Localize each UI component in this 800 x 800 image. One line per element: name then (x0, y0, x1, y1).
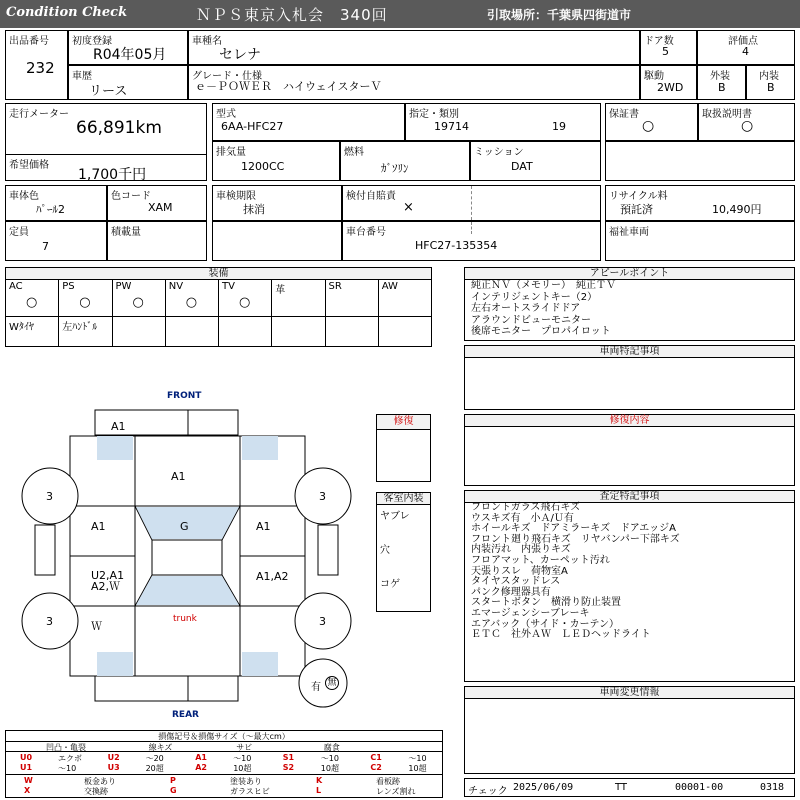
legend-code: C2 (370, 763, 382, 772)
equipment-label: 革 (275, 285, 286, 296)
tire-mark: 3 (319, 615, 326, 628)
legend-title: 損傷記号＆損傷サイズ（～最大cm） (158, 732, 290, 741)
designation-box (405, 103, 601, 141)
legend-desc: ～10 (58, 764, 77, 773)
ext-box (697, 65, 746, 100)
repair-content-title: 修復内容 (465, 415, 794, 427)
displacement-box (212, 141, 340, 181)
header-bar (0, 0, 800, 28)
equipment-label: NV (168, 281, 184, 292)
mission-value: DAT (511, 160, 533, 173)
text-line: フロント廻り飛石キズ リヤバンパー下部キズ (471, 533, 680, 545)
drive-box (640, 65, 697, 100)
designation-label: 指定・類別 (409, 109, 459, 120)
equipment-extra (6, 317, 59, 346)
int-label: 内装 (759, 71, 779, 82)
grade-value: ｅ－ＰＯＷＥＲ ハイウェイスターＶ (195, 80, 382, 93)
check-footer (464, 778, 795, 797)
score-box (697, 30, 795, 65)
equipment-label: PS (62, 281, 75, 292)
warranty-box (605, 103, 698, 141)
hood (135, 436, 240, 506)
color-box (5, 185, 107, 221)
chassis-box (342, 221, 601, 261)
color-value: ﾊﾟｰﾙ2 (36, 203, 65, 216)
text-line: パンク修理器具有 (471, 586, 551, 598)
equipment-title: 装備 (6, 268, 431, 280)
equipment-cell (219, 280, 272, 317)
color-code-box (107, 185, 207, 221)
legend-code: U3 (107, 763, 120, 772)
equipment-cell (379, 280, 432, 317)
divider (6, 154, 206, 155)
equipment-mark: ○ (26, 295, 38, 310)
color-code-label: 色コード (111, 191, 151, 202)
capacity-box (5, 221, 107, 261)
equipment-extra (272, 317, 325, 346)
legend-group: 腐食 (323, 743, 340, 752)
model-value: 6AA-HFC27 (221, 120, 284, 133)
legend-code: A2 (195, 763, 207, 772)
divider (471, 186, 472, 220)
equipment-mark: ○ (239, 295, 251, 310)
recycle-fee: 10,490円 (712, 203, 762, 216)
history-box (68, 65, 188, 100)
fuel-value: ｶﾞｿﾘﾝ (381, 162, 409, 175)
first-reg-label: 初度登録 (72, 36, 112, 47)
car-name-box (188, 30, 640, 65)
load-box (107, 221, 207, 261)
equipment-extra (326, 317, 379, 346)
front-label: FRONT (167, 391, 202, 401)
price-label: 希望価格 (9, 160, 49, 171)
welfare-box (605, 221, 795, 261)
appeal-title: アピールポイント (465, 268, 794, 280)
legend-code: K (316, 776, 323, 785)
equipment-label: PW (115, 281, 132, 292)
change-info-title: 車両変更情報 (465, 687, 794, 699)
equipment-extra-label: Wﾀｲﾔ (9, 322, 34, 333)
damage-mark: G (180, 520, 189, 533)
legend-group: サビ (236, 743, 253, 752)
fuel-label: 燃料 (344, 147, 364, 158)
blank-box (605, 141, 795, 181)
legend-group: 凹凸・亀裂 (46, 743, 86, 752)
text-line: インテリジェントキー（2） (471, 291, 598, 303)
equipment-cell (6, 280, 59, 317)
equipment-mark: ○ (132, 295, 144, 310)
spare-tire (299, 659, 347, 707)
damage-mark: U2,A1 A2,Ｗ (91, 569, 125, 593)
recycle-box (605, 185, 795, 221)
cabin-title: 客室内装 (377, 493, 430, 505)
text-line: タイヤスタッドレス (471, 576, 561, 588)
cabin-item: コゲ (380, 579, 400, 590)
legend-code: W (24, 776, 33, 785)
equipment-cell (113, 280, 166, 317)
manual-label: 取扱説明書 (702, 109, 752, 120)
legend-desc: 看板跡 (376, 777, 400, 786)
cabin-item: ヤブレ (380, 511, 410, 522)
color-code-value: XAM (148, 201, 173, 214)
brand-title: Condition Check (6, 5, 128, 20)
inspection-notes-lines (471, 503, 680, 641)
damage-mark: A1 (111, 420, 126, 433)
equipment-box (5, 267, 432, 347)
legend-table (5, 730, 443, 798)
liability-box (342, 185, 601, 221)
legend-code: A1 (195, 753, 207, 762)
legend-desc: エクボ (58, 754, 82, 763)
legend-code: X (24, 786, 31, 795)
equipment-label: AC (9, 281, 23, 292)
lot-label: 出品番号 (9, 36, 49, 47)
lot-box (5, 30, 68, 100)
mission-box (470, 141, 601, 181)
equipment-extra (113, 317, 166, 346)
chassis-label: 車台番号 (346, 227, 386, 238)
legend-desc: 塗装あり (230, 777, 262, 786)
change-info-box (464, 686, 795, 774)
text-line: フロアマット、カーペット汚れ (471, 554, 610, 566)
model-label: 型式 (216, 109, 236, 120)
tire-mark: 3 (46, 490, 53, 503)
text-line: 後席モニター プロパイロット (471, 326, 611, 337)
repair-content-box (464, 414, 795, 486)
car-diagram (0, 400, 370, 710)
right-mirror-side (318, 525, 338, 575)
glass-pane (97, 436, 133, 460)
mileage-price-box (5, 103, 207, 181)
fuel-box (340, 141, 470, 181)
text-line: ウスキズ有 小Ａ/Ｕ有 (471, 512, 574, 524)
legend-code: C1 (370, 753, 382, 762)
score-label: 評価点 (728, 36, 758, 47)
text-line: 左右オートスライドドア (471, 303, 581, 314)
legend-desc: ～10 (233, 754, 252, 763)
rear-bumper (95, 676, 238, 701)
special-notes-box (464, 345, 795, 410)
legend-code: U1 (20, 763, 33, 772)
inspection-box (212, 185, 342, 221)
car-name-value: セレナ (219, 47, 261, 63)
warranty-label: 保証書 (609, 109, 639, 120)
displacement-value: 1200CC (241, 160, 285, 173)
price-value: 1,700千円 (78, 167, 147, 183)
legend-desc: 10超 (233, 764, 252, 773)
equipment-extra (59, 317, 112, 346)
mileage-label: 走行メーター (9, 109, 69, 120)
legend-code: S1 (282, 753, 295, 762)
text-line: 天張りスレ 荷物室A (471, 565, 568, 577)
spare-mark: 無 (325, 676, 339, 690)
text-line: ＥＴＣ 社外ＡＷ ＬＥＤヘッドライト (471, 629, 651, 641)
inspection-notes-title: 査定特記事項 (465, 491, 794, 503)
equipment-extra-label: 左ﾊﾝﾄﾞﾙ (62, 322, 98, 333)
inspection-notes-box (464, 490, 795, 682)
spare-label: 有 (311, 682, 321, 693)
damage-mark: Ｗ (91, 620, 102, 633)
doors-box (640, 30, 697, 65)
welfare-label: 福祉車両 (609, 227, 649, 238)
inspection-label: 車検期限 (216, 191, 256, 202)
legend-code: U0 (20, 753, 33, 762)
check-number: 0318 (760, 782, 785, 793)
check-code: 00001-00 (675, 782, 724, 793)
blank-box-2 (212, 221, 342, 261)
drive-label: 駆動 (644, 71, 664, 82)
text-line: フロントガラス飛石キズ (471, 502, 581, 513)
damage-mark: A1,A2 (256, 570, 289, 583)
auction-title: ＮＰＳ東京入札会 340回 (196, 6, 388, 24)
doors-label: ドア数 (644, 36, 674, 47)
legend-desc: ガラスヒビ (230, 787, 270, 796)
score-value: 4 (742, 45, 749, 58)
model-box (212, 103, 405, 141)
legend-desc: ～20 (145, 754, 164, 763)
load-label: 積載量 (111, 227, 141, 238)
liability-value: × (403, 200, 414, 215)
divider (471, 222, 472, 234)
damage-mark: A1 (171, 470, 186, 483)
tire-mark: 3 (319, 490, 326, 503)
right-front-door (240, 506, 305, 556)
equipment-label: TV (222, 281, 235, 292)
pickup-location: 引取場所：千葉県四街道市 (487, 8, 632, 22)
recycle-label: リサイクル料 (609, 191, 668, 202)
tire-mark: 3 (46, 615, 53, 628)
text-line: 内装汚れ 内張りキズ (471, 544, 571, 556)
ext-label: 外装 (710, 71, 730, 82)
history-label: 車歴 (72, 71, 92, 82)
capacity-value: 7 (42, 240, 49, 253)
legend-desc: 板金あり (84, 777, 116, 786)
glass-pane (242, 652, 278, 676)
equipment-mark: ○ (79, 295, 91, 310)
legend-desc: 10超 (320, 764, 339, 773)
equipment-label: AW (381, 281, 398, 292)
special-notes-title: 車両特記事項 (465, 346, 794, 358)
left-mirror-side (35, 525, 55, 575)
mileage-value: 66,891km (76, 118, 162, 138)
equipment-extra (219, 317, 272, 346)
ext-value: B (718, 81, 726, 94)
rear-window (136, 576, 239, 605)
first-reg-box (68, 30, 188, 65)
glass-pane (97, 652, 133, 676)
appeal-lines (471, 280, 616, 338)
text-line: ホイールキズ ドアミラーキズ ドアエッジA (471, 523, 676, 535)
equipment-cell (59, 280, 112, 317)
category-value: 19 (552, 120, 566, 133)
warranty-mark: ○ (642, 118, 655, 134)
manual-box (698, 103, 795, 141)
damage-mark: A1 (256, 520, 271, 533)
legend-desc: ～10 (408, 754, 427, 763)
legend-code: P (170, 776, 176, 785)
legend-group: 線キズ (148, 743, 173, 752)
lot-number: 232 (26, 59, 55, 77)
legend-desc: 10超 (408, 764, 427, 773)
legend-code: U2 (107, 753, 120, 762)
legend-code: L (316, 786, 322, 795)
drive-value: 2WD (657, 81, 684, 94)
equipment-mark: ○ (185, 295, 198, 310)
equipment-cell (166, 280, 219, 317)
history-value: リース (89, 84, 128, 99)
capacity-label: 定員 (9, 227, 29, 238)
glass-pane (242, 436, 278, 460)
appeal-box (464, 267, 795, 341)
text-line: エアバック（サイド・カーテン） (471, 618, 619, 630)
int-box (746, 65, 795, 100)
cabin-box (376, 492, 431, 612)
equipment-extra (166, 317, 219, 346)
legend-desc: 20超 (145, 764, 164, 773)
text-line: 純正ＮＶ（メモリー） 純正ＴＶ (471, 280, 616, 291)
cabin-item: 穴 (380, 545, 390, 556)
trunk-label: trunk (173, 614, 197, 624)
text-line: スタートボタン 横滑り防止装置 (471, 597, 621, 609)
grade-label: グレード・仕様 (192, 71, 262, 82)
displacement-label: 排気量 (216, 147, 246, 158)
equipment-label: SR (328, 281, 342, 292)
cabin-window (152, 540, 222, 575)
liability-label: 検付自賠責 (346, 191, 396, 202)
doors-value: 5 (662, 45, 669, 58)
legend-code: S2 (282, 763, 295, 772)
text-line: アラウンドビューモニター (471, 314, 591, 326)
rear-label: REAR (172, 710, 199, 720)
equipment-cell (326, 280, 379, 317)
car-name-label: 車種名 (192, 36, 222, 47)
color-label: 車体色 (9, 191, 39, 202)
equipment-cell (272, 280, 325, 317)
first-reg-value: R04年05月 (93, 47, 167, 63)
legend-desc: 交換跡 (84, 787, 108, 796)
check-inspector: TT (615, 782, 628, 793)
chassis-value: HFC27-135354 (415, 239, 498, 252)
manual-mark: ○ (741, 118, 754, 134)
legend-code: G (170, 786, 177, 795)
inspection-value: 抹消 (243, 203, 265, 216)
check-label: チェック (468, 786, 508, 797)
repair-box (376, 414, 431, 482)
legend-desc: レンズ割れ (376, 787, 416, 796)
check-date: 2025/06/09 (513, 782, 574, 793)
damage-mark: A1 (91, 520, 106, 533)
recycle-status: 預託済 (620, 203, 653, 216)
legend-desc: ～10 (320, 754, 339, 763)
mission-label: ミッション (474, 147, 524, 158)
grade-box (188, 65, 640, 100)
int-value: B (767, 81, 775, 94)
text-line: エマージェンシーブレーキ (471, 607, 590, 619)
repair-title: 修復 (377, 415, 430, 430)
designation-value: 19714 (434, 120, 469, 133)
